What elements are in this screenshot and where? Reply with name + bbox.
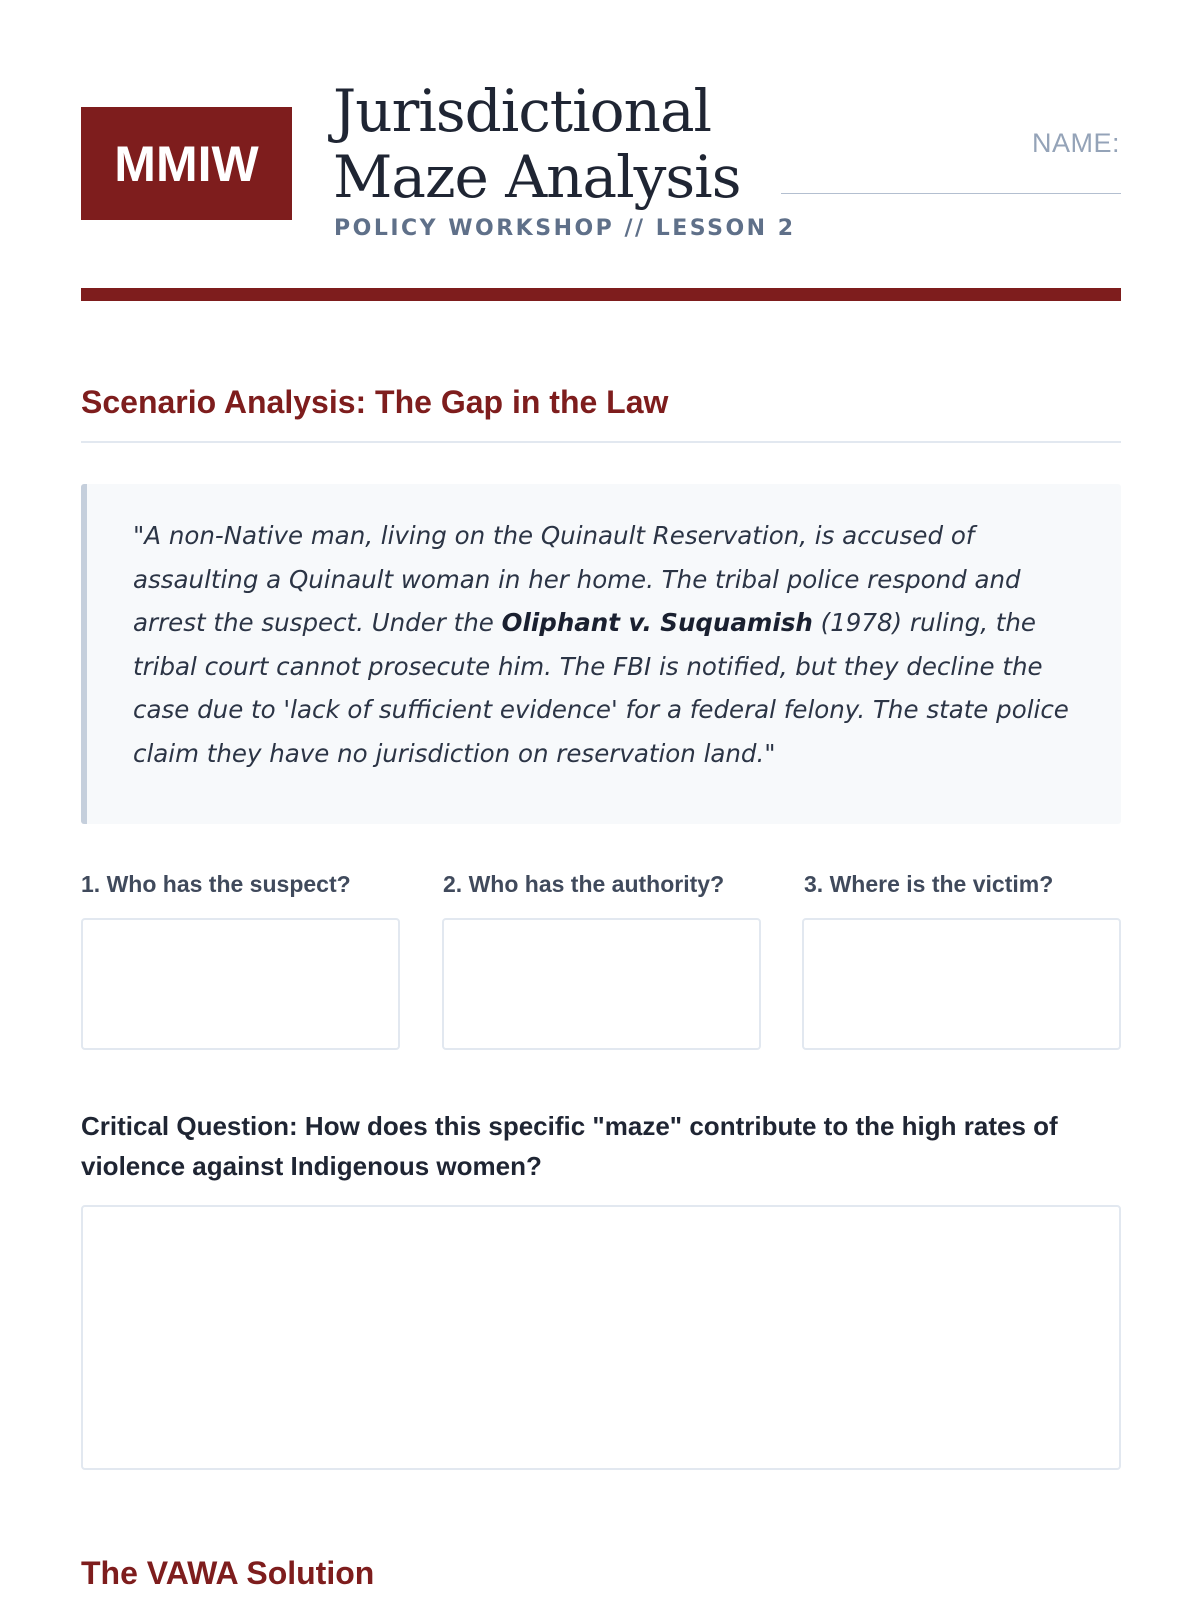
page-subtitle: POLICY WORKSHOP // LESSON 2 <box>334 216 796 241</box>
name-field[interactable] <box>781 193 1121 194</box>
scenario-quote-box <box>81 484 1121 824</box>
page-title-line-1: Jurisdictional <box>333 77 712 145</box>
scenario-text-part-1: "A non-Native man, living on the Quinault Reservation, is accused of assaulting a Quinault woman in her home. The tribal police respond and arrest the suspect. Under the <box>133 521 1021 637</box>
question-2-answer-box[interactable] <box>442 918 761 1050</box>
scenario-quote-text <box>133 514 1073 775</box>
header-divider <box>81 288 1121 301</box>
page-title-line-2: Maze Analysis <box>333 143 741 211</box>
critical-question-label: Critical Question: How does this specific "maze" contribute to the high rates of violence against Indigenous women? <box>81 1111 1058 1181</box>
critical-question-answer-box[interactable] <box>81 1205 1121 1470</box>
name-label: NAME: <box>1031 128 1120 158</box>
scenario-divider <box>81 441 1121 443</box>
scenario-text-part-2: (1978) ruling, the tribal court cannot prosecute him. The FBI is notified, but they decline the case due to 'lack of sufficient evidence' for a federal felony. The state police claim they have no jurisdiction on reservation land." <box>133 608 1069 768</box>
question-2-label: 2. Who has the authority? <box>443 871 725 897</box>
question-3-label: 3. Where is the victim? <box>804 871 1054 897</box>
scenario-heading: Scenario Analysis: The Gap in the Law <box>81 384 669 420</box>
question-1-answer-box[interactable] <box>81 918 400 1050</box>
question-3-answer-box[interactable] <box>802 918 1121 1050</box>
vawa-heading: The VAWA Solution <box>81 1555 375 1591</box>
question-1-label: 1. Who has the suspect? <box>81 871 351 897</box>
mmiw-logo: MMIW <box>81 107 292 220</box>
page-title <box>333 78 763 210</box>
case-name: Oliphant v. Suquamish <box>501 608 813 637</box>
